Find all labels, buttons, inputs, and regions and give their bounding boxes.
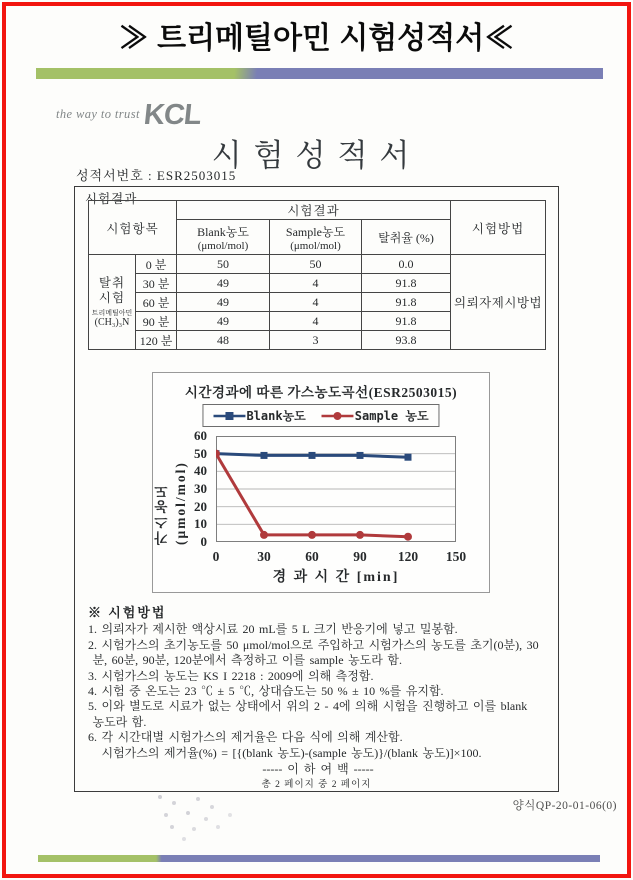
y-tick-label: 40 (194, 463, 207, 479)
y-tick-label: 20 (194, 498, 207, 514)
col-header-test-item: 시험항목 (89, 201, 177, 255)
x-tick-label: 30 (257, 549, 271, 564)
method-value-cell: 의뢰자제시방법 (451, 255, 546, 350)
x-tick-label: 120 (397, 549, 419, 564)
results-table (88, 200, 546, 350)
method-line: 농도라 함. (88, 714, 147, 729)
faint-stamp-marks (158, 795, 162, 799)
col-header-method: 시험방법 (451, 201, 546, 255)
table-row: 120 분 48 3 93.8 (89, 331, 546, 350)
gas-concentration-chart (152, 372, 490, 593)
method-line: 3. 시험가스의 농도는 KS I 2218 : 2009에 의해 측정함. (88, 668, 374, 683)
square-marker-icon (213, 411, 245, 421)
test-method-section (88, 605, 548, 777)
logo-tagline: the way to trust (56, 107, 140, 121)
results-section-label: 시험결과 (85, 192, 138, 206)
report-title: 시험성적서 (211, 138, 422, 173)
x-tick-label: 0 (212, 549, 220, 564)
table-row: 탈취 시험 트리메틸아민 (CH₃)₃N 0 분 50 50 0.0 의뢰자제시방법 (89, 255, 546, 274)
chart-plot-area (216, 436, 456, 542)
chart-y-axis-label: 가스농도 (μmol/mol) (155, 461, 188, 545)
method-line: 5. 이와 별도로 시료가 없는 상태에서 위의 2 - 4에 의해 시험을 진행하고 이를 blank (88, 699, 528, 714)
page-title: ≫ 트리메틸아민 시험성적서≪ (118, 22, 515, 55)
method-line: 1. 의뢰자가 제시한 액상시료 20 mL를 5 L 크기 반응기에 넣고 밀봉함. (88, 622, 458, 637)
method-line: 4. 시험 중 온도는 23 ℃ ± 5 ℃, 상대습도는 50 % ± 10 %를 유지함. (88, 684, 444, 699)
chart-x-ticks (212, 549, 467, 565)
y-tick-label: 10 (194, 516, 207, 532)
col-header-rate: 탈취율 (%) (362, 220, 451, 255)
chart-legend (202, 404, 439, 427)
form-code: 양식QP-20-01-06(0) (512, 800, 617, 812)
y-tick-label: 60 (194, 428, 207, 443)
chart-x-axis-label: 경 과 시 간 [min] (272, 570, 400, 585)
y-tick-label: 30 (194, 481, 207, 496)
footer-accent-bar (38, 855, 600, 862)
y-tick-label: 0 (200, 534, 207, 549)
legend-item (213, 407, 305, 424)
circle-marker-icon (322, 411, 354, 421)
x-tick-label: 60 (305, 549, 319, 564)
x-tick-label: 150 (445, 549, 467, 564)
header-accent-bar (36, 68, 603, 79)
results-section-box (74, 186, 559, 792)
x-tick-label: 90 (353, 549, 367, 564)
table-header-row-1 (89, 201, 546, 220)
chart-y-ticks (181, 428, 211, 549)
chart-title: 시간경과에 따른 가스농도곡선(ESR2503015) (184, 385, 458, 400)
legend-item (322, 407, 429, 424)
y-tick-label: 50 (194, 445, 207, 461)
legend-label: Sample 농도 (354, 409, 429, 423)
table-row: 60 분 49 4 91.8 (89, 293, 546, 312)
col-header-results: 시험결과 (177, 201, 451, 220)
test-item-cell: 탈취 시험 트리메틸아민 (CH₃)₃N (89, 255, 136, 350)
method-line: 분, 60분, 90분, 120분에서 측정하고 이를 sample 농도라 함. (88, 653, 402, 668)
col-header-sample: Sample농도 (μmol/mol) (270, 220, 362, 255)
report-number: 성적서번호 : ESR2503015 (76, 168, 237, 183)
test-method-heading: ※ 시험방법 (88, 605, 167, 620)
end-of-text-marker: ----- 이 하 여 백 ----- (262, 762, 374, 777)
method-line: 시험가스의 제거율(%) = [{(blank 농도)-(sample 농도)}/(blank 농도)]×100. (88, 745, 482, 760)
method-line: 2. 시험가스의 초기농도를 50 μmol/mol으로 주입하고 시험가스의 농도를 초기(0분), 30 (88, 637, 539, 652)
col-header-blank: Blank농도 (μmol/mol) (177, 220, 270, 255)
table-row: 30 분 49 4 91.8 (89, 274, 546, 293)
method-line: 6. 각 시간대별 시험가스의 제거율은 다음 식에 의해 계산함. (88, 730, 403, 745)
legend-label: Blank농도 (246, 409, 306, 423)
kcl-logo (56, 99, 203, 131)
logo-text: KCL (142, 99, 203, 131)
table-row: 90 분 49 4 91.8 (89, 312, 546, 331)
page-count-note: 총 2 페이지 중 2 페이지 (261, 780, 372, 790)
